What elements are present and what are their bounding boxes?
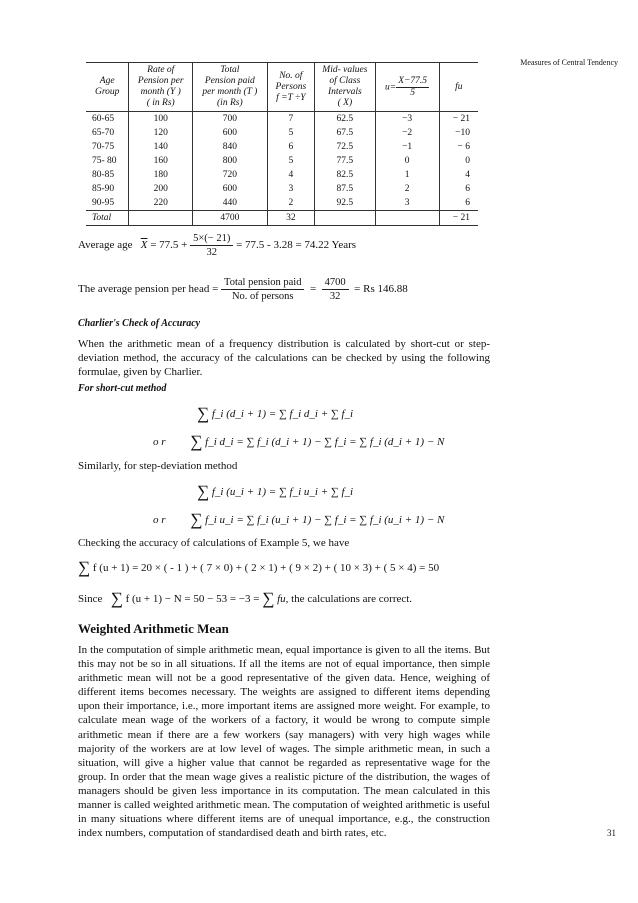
shortcut-title: For short-cut method: [78, 383, 167, 394]
u-cell: −3: [375, 112, 439, 127]
u-cell: −2: [375, 126, 439, 140]
mid-cell: 62.5: [315, 112, 375, 127]
u-cell: −1: [375, 140, 439, 154]
running-header: Measures of Central Tendency: [520, 58, 618, 67]
mid-cell: 82.5: [315, 168, 375, 182]
age-cell: 85-90: [92, 184, 115, 194]
rate-cell: 220: [129, 196, 193, 211]
formula-shortcut-2: o r ∑ f_i d_i = ∑ f_i (d_i + 1) − ∑ f_i = ∑ f_i (d_i + 1) − N: [153, 432, 445, 451]
fu-cell: − 6: [439, 140, 478, 154]
fu-cell: − 21: [439, 112, 478, 127]
pension-table: [86, 62, 478, 226]
persons-cell: 6: [267, 140, 315, 154]
total-cell: 440: [193, 196, 267, 211]
header-mid: Mid- values of Class Intervals ( X): [315, 63, 375, 112]
table-row: [86, 182, 478, 196]
u-cell: 0: [375, 154, 439, 168]
rate-cell: 200: [129, 182, 193, 196]
check-equation: ∑ f (u + 1) = 20 × ( - 1 ) + ( 7 × 0) + ( 2 × 1) + ( 9 × 2) + ( 10 × 3) + ( 5 × 4) = 50: [78, 558, 440, 577]
mid-cell: 77.5: [315, 154, 375, 168]
empty-cell: [315, 211, 375, 226]
fu-cell: 0: [439, 154, 478, 168]
total-cell: 800: [193, 154, 267, 168]
table-row: [86, 140, 478, 154]
similarly-text: Similarly, for step-deviation method: [78, 460, 238, 472]
average-age-line: Average age $\overline{X} = 77.5$ + $\frac{5\times(- 21)}{32}$ = 77.5 - 3.28 = 74.22 Years: [78, 233, 357, 258]
fu-cell: −10: [439, 126, 478, 140]
age-cell: 75- 80: [92, 156, 117, 166]
mid-cell: 87.5: [315, 182, 375, 196]
table-header-row: [86, 63, 478, 112]
persons-cell: 4: [267, 168, 315, 182]
u-cell: 2: [375, 182, 439, 196]
persons-cell: 5: [267, 126, 315, 140]
total-cell: 600: [193, 126, 267, 140]
mid-cell: 92.5: [315, 196, 375, 211]
formula-shortcut-1: ∑ f_i (d_i + 1) = ∑ f_i d_i + ∑ f_i: [197, 404, 354, 423]
header-age: Age Group: [86, 63, 129, 112]
total-cell: 720: [193, 168, 267, 182]
header-fu: fu: [439, 63, 478, 112]
table-body: [86, 112, 478, 226]
charlier-title: Charlier's Check of Accuracy: [78, 318, 201, 329]
persons-cell: 5: [267, 154, 315, 168]
formula-step-2: o r ∑ f_i u_i = ∑ f_i (u_i + 1) − ∑ f_i = ∑ f_i (u_i + 1) − N: [153, 510, 445, 529]
average-pension-line: The average pension per head = $\frac{\text{Total pension paid}}{\text{No. of persons}}$ = $\frac{4700}{32}$ = Rs 146.88: [78, 277, 408, 302]
sigma-icon: ∑: [78, 558, 91, 577]
persons-cell: 7: [267, 112, 315, 127]
page-number: 31: [607, 828, 616, 838]
total-label-cell: Total: [86, 211, 129, 226]
fu-cell: 6: [439, 196, 478, 211]
sigma-icon: ∑: [190, 432, 203, 451]
sigma-icon: ∑: [190, 510, 203, 529]
empty-cell: [375, 211, 439, 226]
fu-cell: − 21: [439, 211, 478, 226]
table-row: [86, 126, 478, 140]
table-row: [86, 154, 478, 168]
persons-cell: 32: [267, 211, 315, 226]
u-cell: 3: [375, 196, 439, 211]
header-persons: No. of Persons f =T ÷Y: [267, 63, 315, 112]
total-cell: 600: [193, 182, 267, 196]
table-row: [86, 196, 478, 211]
age-cell: 70-75: [92, 142, 115, 152]
checking-text: Checking the accuracy of calculations of Example 5, we have: [78, 537, 350, 549]
table-total-row: [86, 211, 478, 226]
age-cell: 65-70: [92, 128, 115, 138]
sigma-icon: ∑: [110, 589, 123, 608]
rate-cell: 180: [129, 168, 193, 182]
total-cell: 4700: [193, 211, 267, 226]
header-rate: Rate of Pension per month (Y ) ( in Rs): [129, 63, 193, 112]
age-cell: 80-85: [92, 170, 115, 180]
fu-cell: 4: [439, 168, 478, 182]
sigma-icon: ∑: [197, 404, 210, 423]
weighted-title: Weighted Arithmetic Mean: [78, 621, 229, 636]
age-cell: 60-65: [92, 114, 115, 124]
rate-cell: 160: [129, 154, 193, 168]
total-cell: 840: [193, 140, 267, 154]
mid-cell: 72.5: [315, 140, 375, 154]
rate-cell: 140: [129, 140, 193, 154]
total-cell: 700: [193, 112, 267, 127]
empty-cell: [129, 211, 193, 226]
age-cell: 90-95: [92, 198, 115, 208]
rate-cell: 120: [129, 126, 193, 140]
fu-cell: 6: [439, 182, 478, 196]
mid-cell: 67.5: [315, 126, 375, 140]
persons-cell: 3: [267, 182, 315, 196]
table-row: [86, 168, 478, 182]
header-u: u= $\frac{X-77.5}{5}$: [375, 63, 439, 112]
formula-step-1: ∑ f_i (u_i + 1) = ∑ f_i u_i + ∑ f_i: [197, 482, 354, 501]
u-cell: 1: [375, 168, 439, 182]
persons-cell: 2: [267, 196, 315, 211]
since-line: Since ∑ f (u + 1) − N = 50 − 53 = −3 = ∑ fu, the calculations are correct.: [78, 589, 413, 608]
rate-cell: 100: [129, 112, 193, 127]
weighted-paragraph: In the computation of simple arithmetic mean, equal importance is given to all the items. But this may not be so in all situations. If all the items are not of equal importance, then simple arithmetic mean will not be a good representative of the given data. Hence, weighing of different items becomes necessary. The weights are assigned to different items depending upon their importance, i.e., more important items are assigned more weight. For example, to calculate mean wage of the workers of a factory, it would be wrong to compute simple arithmetic mean if there are a few workers (say managers) with very high wages while majority of the workers are at low level of wages. The simple arithmetic mean, in such a situation, will give a higher value that cannot be regarded as representative wage for the group. In order that the mean wage gives a realistic picture of the distribution, the wages of managers should be given less importance in its computation. The mean calculated in this manner is called weighted arithmetic mean. The computation of weighted arithmetic is useful in many situations where different items are of unequal importance, e.g., the construction index numbers, computation of standardised death and birth rates, etc.: [78, 644, 490, 840]
sigma-icon: ∑: [262, 589, 275, 608]
sigma-icon: ∑: [197, 482, 210, 501]
header-total: Total Pension paid per month (T ) (in Rs): [193, 63, 267, 112]
charlier-paragraph: When the arithmetic mean of a frequency distribution is calculated by short-cut or step-deviation method, the accuracy of the calculations can be checked by using the following formulae, given by Charlier.: [78, 338, 490, 379]
table-row: [86, 112, 478, 127]
